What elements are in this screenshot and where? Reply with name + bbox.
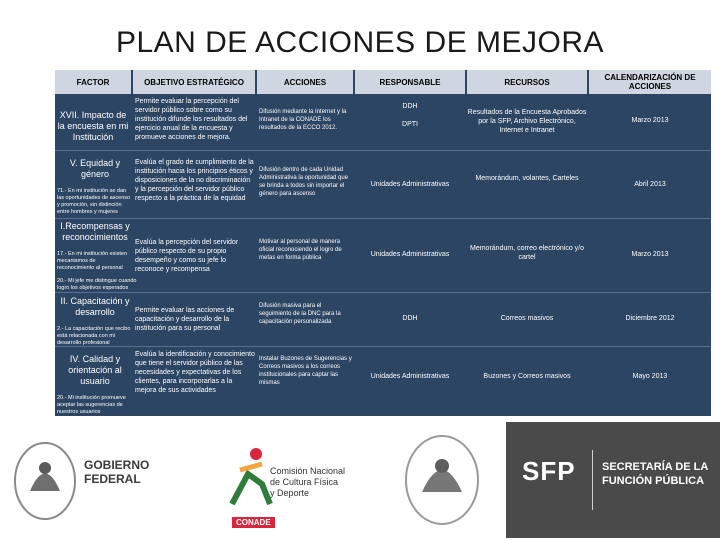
row2-factor: V. Equidad y género xyxy=(69,158,121,179)
header-factor: FACTOR xyxy=(55,70,131,94)
row3-factor: I.Recompensas y reconocimientos xyxy=(60,221,130,242)
row5-responsable: Unidades Administrativas xyxy=(370,373,450,380)
row2-fecha: Abril 2013 xyxy=(634,181,666,188)
row1-recursos: Resultados de la Encuesta Aprobados por la SFP, Archivo Electrónico, Internet e Intranet xyxy=(467,109,587,134)
row4-factor: II. Capacitación y desarrollo xyxy=(60,296,130,317)
action-plan-table xyxy=(55,70,711,416)
row4-acciones: Difusión masiva para el seguimiento de la DNC para la capacitación personalizada xyxy=(259,303,341,325)
row3-recursos: Memorándum, correo electrónico y/o cartel xyxy=(470,245,584,261)
row3-responsable: Unidades Administrativas xyxy=(370,251,450,258)
row4-factor-block xyxy=(57,296,133,347)
row1-factor: XVII. Impacto de la encuesta en mi Institución xyxy=(57,110,129,142)
header-recursos: RECURSOS xyxy=(467,70,587,94)
row5-objetivo: Evalúa la identificación y conocimiento que tiene el servidor público de las necesidades y expectativas de los clientes, para incorporarlas a la mejora de sus actividades xyxy=(135,351,255,394)
header-objetivo: OBJETIVO ESTRATÉGICO xyxy=(133,70,255,94)
row4-factor-note: 2.- La capacitación que recibo está relacionada con mi desarrollo profesional xyxy=(57,326,131,346)
sfp-divider xyxy=(592,450,593,510)
row5-factor: IV. Calidad y orientación al usuario xyxy=(68,354,122,386)
row-separator xyxy=(55,292,711,293)
gobierno-federal-text: GOBIERNO FEDERAL xyxy=(84,458,150,486)
row4-objetivo: Permite evaluar las acciones de capacitación y desarrollo de la institución para su personal xyxy=(135,307,235,332)
header-calendarizacion: CALENDARIZACIÓN DE ACCIONES xyxy=(589,70,711,94)
row5-factor-note: 20.- Mi institución promueve aceptar las sugerencias de nuestros usuarios xyxy=(57,395,126,415)
header-responsable: RESPONSABLE xyxy=(355,70,465,94)
row3-fecha: Marzo 2013 xyxy=(631,251,669,258)
row1-fecha: Marzo 2013 xyxy=(631,117,669,124)
row2-factor-block xyxy=(57,158,133,216)
row1-responsable: DDH DPTI xyxy=(402,103,418,128)
sfp-logo: SFP xyxy=(522,456,576,486)
row5-acciones: Instalar Buzones de Sugerencias y Correos masivos a los correos institucionales para captar las mismas xyxy=(259,356,352,386)
header-acciones: ACCIONES xyxy=(257,70,353,94)
footer-logos xyxy=(0,420,720,540)
row3-acciones: Motivar al personal de manera oficial reconociendo el logro de metas en forma pública xyxy=(259,239,342,261)
row-separator xyxy=(55,218,711,219)
row3-objetivo: Evalúa la percepción del servidor público respecto de su propio desempeño y como su jefe lo reconoce y recompensa xyxy=(135,239,239,273)
mexico-eagle-icon xyxy=(400,430,484,530)
row5-factor-block xyxy=(57,354,133,416)
row-separator xyxy=(55,150,711,151)
page-title: PLAN DE ACCIONES DE MEJORA xyxy=(115,26,605,59)
row5-fecha: Mayo 2013 xyxy=(632,373,668,380)
row2-responsable: Unidades Administrativas xyxy=(370,181,450,188)
gobierno-federal-logo xyxy=(0,422,210,538)
mexico-eagle-logo-right xyxy=(386,422,502,538)
row2-recursos: Memorándum, volantes, Carteles xyxy=(475,175,579,182)
row4-fecha: Diciembre 2012 xyxy=(625,315,675,322)
row4-recursos: Correos masivos xyxy=(500,315,554,322)
row1-objetivo: Permite evaluar la percepción del servidor público sobre como su institución difunde los resultados del ejercicio anual de la encuesta y promueve acciones de mejora. xyxy=(135,98,248,141)
row3-factor-block xyxy=(57,221,133,272)
sfp-logo-block xyxy=(506,422,720,538)
conade-name: Comisión Nacional de Cultura Física y Deporte xyxy=(270,466,346,498)
conade-runner-icon xyxy=(222,444,276,514)
row3-factor-note: 17.- En mi institución existen mecanismos de reconocimiento al personal xyxy=(57,251,128,271)
mexico-eagle-icon xyxy=(10,436,80,526)
conade-logo xyxy=(212,422,382,538)
row5-recursos: Buzones y Correos masivos xyxy=(483,373,571,380)
secretaria-funcion-publica: SECRETARÍA DE LA FUNCIÓN PÚBLICA xyxy=(602,461,709,487)
conade-badge: CONADE xyxy=(232,517,275,528)
row-separator xyxy=(55,346,711,347)
row4-responsable: DDH xyxy=(402,315,418,322)
row2-acciones: Difusión dentro de cada Unidad Administrativa la oportunidad que se brinda a todos sin importar el género para ascenso xyxy=(259,167,349,197)
row2-factor-note: 71.- En mi institución se dan las oportunidades de ascenso y promoción, sin distinción entre hombres y mujeres xyxy=(57,188,131,215)
row3-extra-note: 20.- Mi jefe me distingue cuando logro los objetivos esperados xyxy=(57,278,137,291)
row1-acciones: Difusión mediante la Internet y la Intranet de la CONADE los resultados de la ECCO 2012. xyxy=(259,109,347,131)
row2-objetivo: Evalúa el grado de cumplimiento de la institución hacia los principios éticos y disposiciones de la no discriminación y la percepción del servidor público respecto a la práctica de la equidad xyxy=(135,159,254,202)
